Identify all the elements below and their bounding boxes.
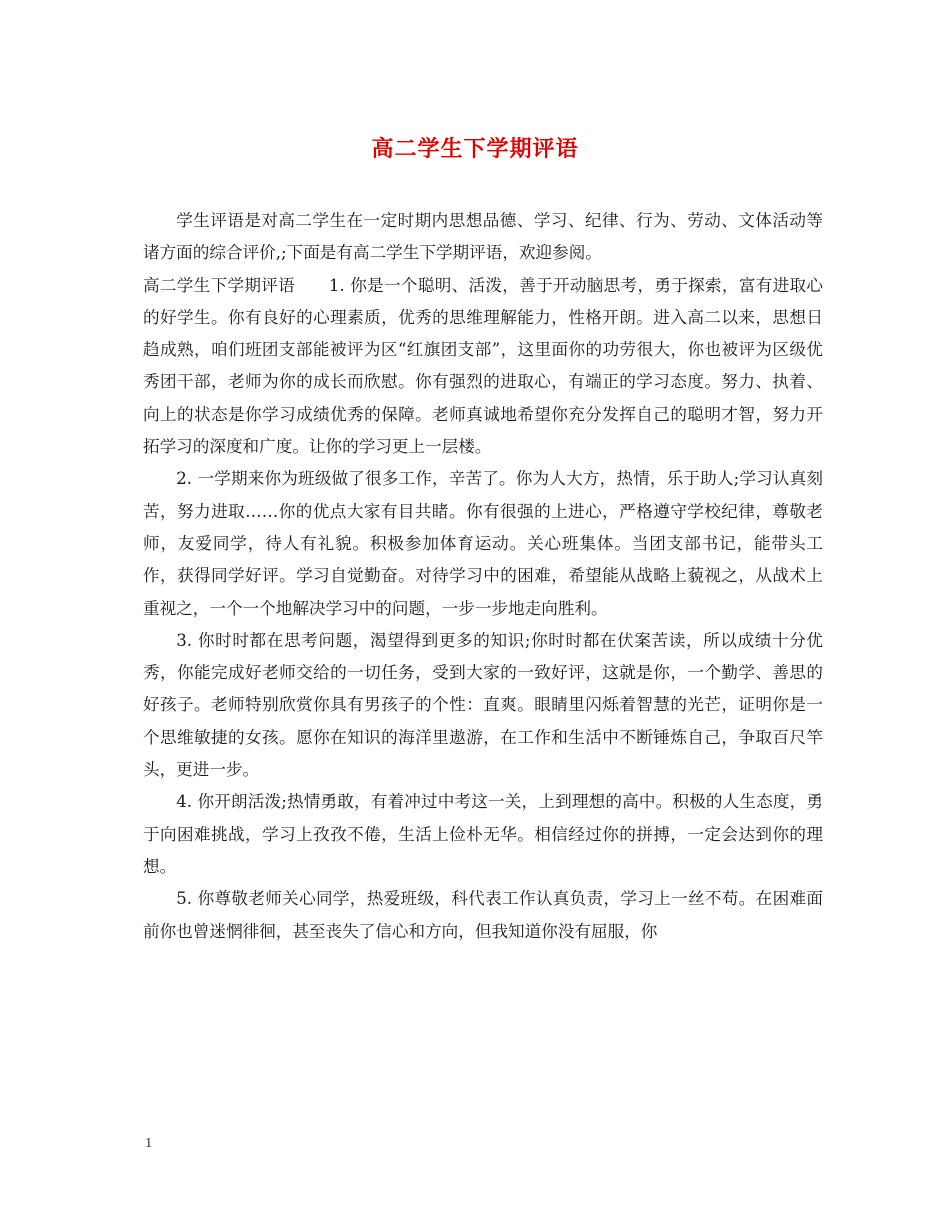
document-body <box>143 205 823 948</box>
comment-paragraph-1: 高二学生下学期评语 1. 你是一个聪明、活泼，善于开动脑思考，勇于探索，富有进取心的好学生。你有良好的心理素质，优秀的思维理解能力，性格开朗。进入高二以来，思想日趋成熟，咱们班团支部能被评为区“红旗团支部”，这里面你的功劳很大，你也被评为区级优秀团干部，老师为你的成长而欣慰。你有强烈的进取心，有端正的学习态度。努力、执着、向上的状态是你学习成绩优秀的保障。老师真诚地希望你充分发挥自己的聪明才智，努力开拓学习的深度和广度。让你的学习更上一层楼。 <box>143 275 823 457</box>
page-number: 1 <box>145 1136 153 1150</box>
comment-paragraph-3: 3. 你时时都在思考问题，渴望得到更多的知识;你时时都在伏案苦读，所以成绩十分优秀，你能完成好老师交给的一切任务，受到大家的一致好评，这就是你，一个勤学、善思的好孩子。老师特别欣赏你具有男孩子的个性：直爽。眼睛里闪烁着智慧的光芒，证明你是一个思维敏捷的女孩。愿你在知识的海洋里遨游，在工作和生活中不断锤炼自己，争取百尺竿头，更进一步。 <box>143 630 823 780</box>
document-title: 高二学生下学期评语 <box>371 136 579 162</box>
intro-paragraph: 学生评语是对高二学生在一定时期内思想品德、学习、纪律、行为、劳动、文体活动等诸方面的综合评价,;下面是有高二学生下学期评语，欢迎参阅。 <box>143 211 823 263</box>
comment-paragraph-4: 4. 你开朗活泼;热情勇敢，有着冲过中考这一关，上到理想的高中。积极的人生态度，勇于向困难挑战，学习上孜孜不倦，生活上俭朴无华。相信经过你的拼搏，一定会达到你的理想。 <box>143 792 823 876</box>
comment-paragraph-2: 2. 一学期来你为班级做了很多工作，辛苦了。你为人大方，热情，乐于助人;学习认真刻苦，努力进取……你的优点大家有目共睹。你有很强的上进心，严格遵守学校纪律，尊敬老师，友爱同学，待人有礼貌。积极参加体育运动。关心班集体。当团支部书记，能带头工作，获得同学好评。学习自觉勤奋。对待学习中的困难，希望能从战略上藐视之，从战术上重视之，一个一个地解决学习中的问题，一步一步地走向胜利。 <box>143 469 823 618</box>
comment-paragraph-5: 5. 你尊敬老师关心同学，热爱班级，科代表工作认真负责，学习上一丝不苟。在困难面前你也曾迷惘徘徊，甚至丧失了信心和方向，但我知道你没有屈服，你 <box>143 889 823 941</box>
